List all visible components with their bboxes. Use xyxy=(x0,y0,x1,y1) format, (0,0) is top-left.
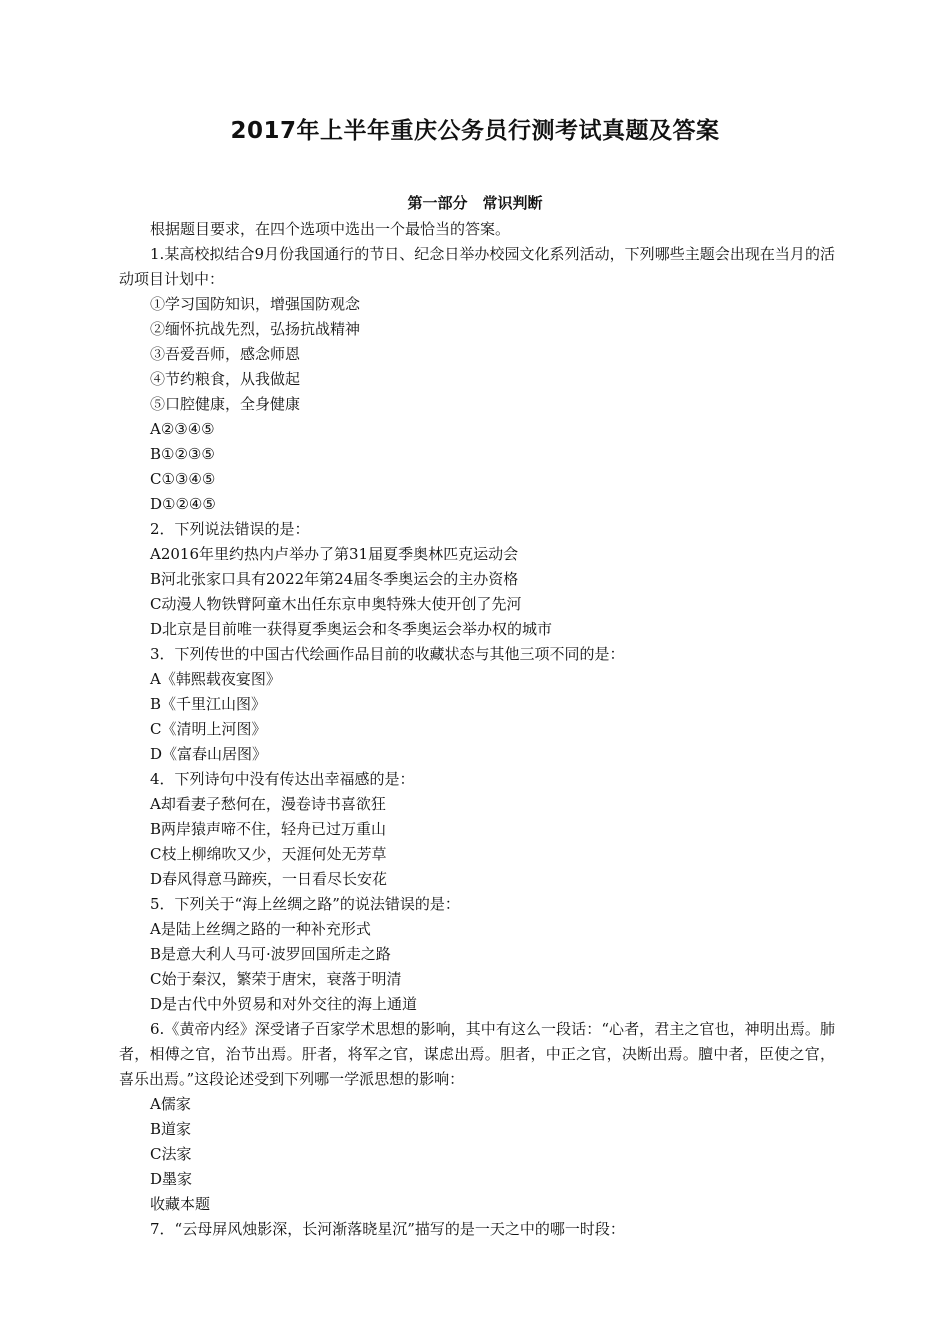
document-body xyxy=(119,217,835,1242)
section-title: 第一部分 常识判断 xyxy=(407,194,543,212)
question-4-option-b: B两岸猿声啼不住，轻舟已过万重山 xyxy=(150,820,387,838)
document-title: 2017年上半年重庆公务员行测考试真题及答案 xyxy=(230,118,720,144)
question-1-option-a: A②③④⑤ xyxy=(150,420,215,438)
question-2-stem: 2．下列说法错误的是： xyxy=(150,520,310,538)
question-6-stem: 6.《黄帝内经》深受诸子百家学术思想的影响，其中有这么一段话：“心者，君主之官也，神明出焉。肺者，相傅之官，治节出焉。肝者，将军之官，谋虑出焉。胆者，中正之官，决断出焉。膻中者，臣使之官，喜乐出焉。”这段论述受到下列哪一学派思想的影响： xyxy=(119,1020,835,1088)
question-1-item: ⑤口腔健康，全身健康 xyxy=(150,395,301,413)
question-2-option-d: D北京是目前唯一获得夏季奥运会和冬季奥运会举办权的城市 xyxy=(150,620,553,638)
question-6-option-b: B道家 xyxy=(150,1120,192,1138)
question-4-stem: 4．下列诗句中没有传达出幸福感的是： xyxy=(150,770,415,788)
question-5-option-c: C始于秦汉，繁荣于唐宋，衰落于明清 xyxy=(150,970,402,988)
question-2-option-c: C动漫人物铁臂阿童木出任东京申奥特殊大使开创了先河 xyxy=(150,595,522,613)
bookmark-question-link[interactable]: 收藏本题 xyxy=(150,1195,211,1213)
question-5-option-d: D是古代中外贸易和对外交往的海上通道 xyxy=(150,995,418,1013)
question-3-stem: 3．下列传世的中国古代绘画作品目前的收藏状态与其他三项不同的是： xyxy=(150,645,625,663)
instruction: 根据题目要求，在四个选项中选出一个最恰当的答案。 xyxy=(150,220,511,238)
question-3-option-a: A《韩熙载夜宴图》 xyxy=(150,670,281,688)
question-4-option-d: D春风得意马蹄疾，一日看尽长安花 xyxy=(150,870,388,888)
question-1-stem: 1.某高校拟结合9月份我国通行的节日、纪念日举办校园文化系列活动，下列哪些主题会出现在当月的活动项目计划中： xyxy=(119,245,835,288)
question-5-option-a: A是陆上丝绸之路的一种补充形式 xyxy=(150,920,371,938)
question-1-option-b: B①②③⑤ xyxy=(150,445,215,463)
question-2-option-b: B河北张家口具有2022年第24届冬季奥运会的主办资格 xyxy=(150,570,519,588)
question-1-item: ③吾爱吾师，感念师恩 xyxy=(150,345,301,363)
question-1-item: ①学习国防知识，增强国防观念 xyxy=(150,295,361,313)
question-1-item: ②缅怀抗战先烈，弘扬抗战精神 xyxy=(150,320,361,338)
question-5-option-b: B是意大利人马可·波罗回国所走之路 xyxy=(150,945,391,963)
question-1-item: ④节约粮食，从我做起 xyxy=(150,370,301,388)
question-6-option-d: D墨家 xyxy=(150,1170,193,1188)
question-2-option-a: A2016年里约热内卢举办了第31届夏季奥林匹克运动会 xyxy=(150,545,519,563)
question-3-option-b: B《千里江山图》 xyxy=(150,695,267,713)
question-6-option-a: A儒家 xyxy=(150,1095,191,1113)
question-3-option-c: C《清明上河图》 xyxy=(150,720,267,738)
question-3-option-d: D《富春山居图》 xyxy=(150,745,268,763)
question-1-option-d: D①②④⑤ xyxy=(150,495,216,513)
question-5-stem: 5．下列关于“海上丝绸之路”的说法错误的是： xyxy=(150,895,460,913)
question-1-option-c: C①③④⑤ xyxy=(150,470,216,488)
question-4-option-c: C枝上柳绵吹又少，天涯何处无芳草 xyxy=(150,845,387,863)
question-7-stem: 7．“云母屏风烛影深，长河渐落晓星沉”描写的是一天之中的哪一时段： xyxy=(150,1220,625,1238)
question-6-option-c: C法家 xyxy=(150,1145,192,1163)
question-4-option-a: A却看妻子愁何在，漫卷诗书喜欲狂 xyxy=(150,795,386,813)
